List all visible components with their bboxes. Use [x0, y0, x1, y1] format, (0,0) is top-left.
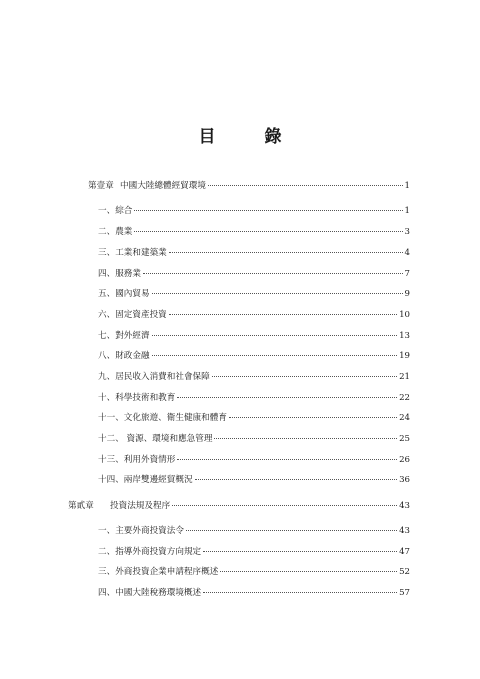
leader-dots — [177, 459, 397, 460]
page-number: 3 — [404, 227, 410, 237]
toc-section — [96, 371, 410, 383]
toc-section — [96, 247, 410, 259]
page-number: 21 — [399, 372, 410, 382]
page-number: 36 — [399, 475, 410, 485]
toc-section — [96, 309, 410, 321]
leader-dots — [208, 185, 403, 186]
section-label: 三、外商投資企業申請程序概述 — [98, 567, 219, 577]
section-label: 二、農業 — [98, 227, 133, 237]
page-number: 22 — [399, 393, 410, 403]
toc-section — [96, 350, 410, 362]
toc-section — [96, 546, 410, 558]
section-label: 九、居民收入消費和社會保障 — [98, 372, 210, 382]
page-number: 1 — [404, 206, 410, 216]
page-number: 52 — [399, 567, 410, 577]
section-label: 一、綜合 — [98, 206, 133, 216]
page-number: 47 — [399, 547, 410, 557]
toc-section — [96, 454, 410, 466]
section-label: 八、財政金融 — [98, 351, 150, 361]
toc-section — [96, 330, 410, 342]
leader-dots — [177, 397, 397, 398]
leader-dots — [195, 479, 398, 480]
leader-dots — [220, 571, 397, 572]
section-label: 七、對外經濟 — [98, 331, 150, 341]
toc-section — [96, 412, 410, 424]
section-label: 十二、 資源、環境和應急管理 — [98, 434, 213, 444]
section-label: 十、科學技術和教育 — [98, 393, 176, 403]
toc-section — [96, 433, 410, 445]
page-number: 26 — [399, 455, 410, 465]
toc-section — [96, 474, 410, 486]
toc-section — [96, 566, 410, 578]
toc-section — [96, 392, 410, 404]
leader-dots — [152, 335, 397, 336]
page-number: 24 — [399, 413, 410, 423]
toc-title: 目 錄 — [198, 127, 298, 147]
leader-dots — [214, 438, 397, 439]
section-label: 十一、文化旅遊、衛生健康和體育 — [98, 413, 227, 423]
section-label: 十三、利用外資情形 — [98, 455, 176, 465]
leader-dots — [186, 530, 397, 531]
chapter-title: 中國大陸總體經貿環境 — [120, 181, 206, 191]
section-label: 三、工業和建築業 — [98, 248, 167, 258]
leader-dots — [152, 293, 403, 294]
leader-dots — [169, 314, 397, 315]
section-label: 四、服務業 — [98, 269, 141, 279]
toc-section — [96, 587, 410, 599]
chapter-title: 投資法規及程序 — [110, 501, 171, 511]
section-label: 六、固定資產投資 — [98, 310, 167, 320]
section-label: 十四、兩岸雙邊經貿概況 — [98, 475, 193, 485]
page-number: 4 — [404, 248, 410, 258]
leader-dots — [169, 252, 403, 253]
page-number: 7 — [404, 269, 410, 279]
toc-chapter-1 — [88, 180, 410, 192]
leader-dots — [203, 592, 397, 593]
toc-section — [96, 268, 410, 280]
section-label: 四、中國大陸稅務環境概述 — [98, 588, 202, 598]
chapter-number: 第壹章 — [88, 181, 114, 191]
leader-dots — [143, 273, 403, 274]
chapter-number: 第貳章 — [68, 501, 94, 511]
leader-dots — [134, 210, 402, 211]
section-label: 五、國內貿易 — [98, 289, 150, 299]
section-label: 二、指導外商投資方向規定 — [98, 547, 202, 557]
toc-section — [96, 205, 410, 217]
leader-dots — [203, 551, 397, 552]
leader-dots — [212, 376, 397, 377]
page-number: 25 — [399, 434, 410, 444]
leader-dots — [172, 505, 397, 506]
page-number: 43 — [399, 501, 410, 511]
toc-section — [96, 288, 410, 300]
section-label: 一、主要外商投資法令 — [98, 526, 184, 536]
page-number: 43 — [399, 526, 410, 536]
page-number: 9 — [404, 289, 410, 299]
leader-dots — [229, 417, 397, 418]
page-number: 13 — [399, 331, 410, 341]
page-number: 57 — [399, 588, 410, 598]
toc-section — [96, 525, 410, 537]
toc-section — [96, 226, 410, 238]
page-number: 1 — [404, 181, 410, 191]
page-number: 19 — [399, 351, 410, 361]
leader-dots — [152, 355, 397, 356]
toc-chapter-2 — [68, 500, 410, 512]
leader-dots — [134, 231, 402, 232]
page-number: 10 — [399, 310, 410, 320]
